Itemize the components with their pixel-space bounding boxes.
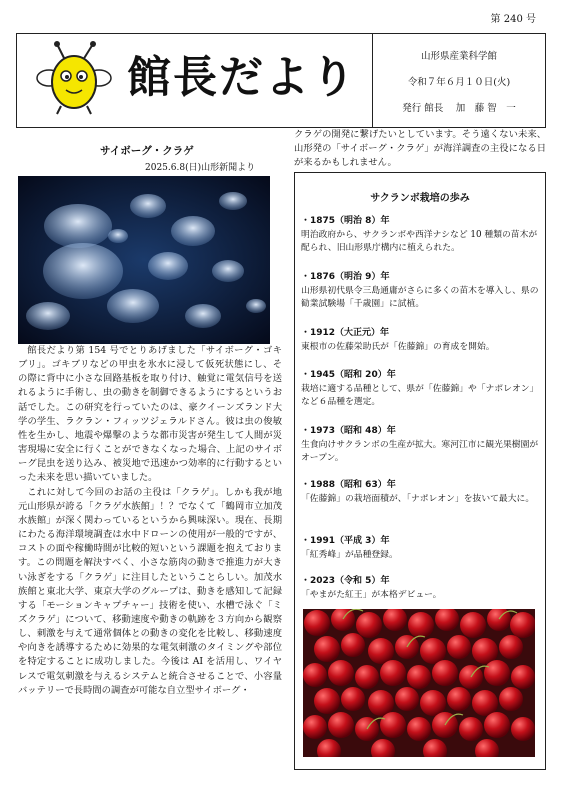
article-body: [18, 344, 282, 698]
article-paragraph: 館長だより第 154 号でとりあげました「サイボーグ・ゴキブリ」。ゴキブリなどの甲虫を氷水に浸して仮死状態にし、その際に背中に小さな回路基板を取り付け、触覚に電気信号を送れるように手術し、虫の動きを制御できるようにするというお話でした。この研究を行っていたのは、豪クイーンズランド大学の学生、ラクラン・フィッツジェラルドさん。彼は虫の俊敏性を生かし、地震や爆撃のような都市災害が発生して人間が災害現場に安全に行くことができなくなった場合、上記のサイボーグ昆虫を送り込み、被災地で迅速かつ効率的に行動するといった未来を思い描いていました。: [18, 345, 282, 484]
cherries-photo: [303, 609, 535, 757]
history-year: ・1991（平成 3）年: [301, 536, 390, 546]
history-text: 「紅秀峰」が品種登録。: [301, 549, 398, 560]
masthead-info: [372, 34, 546, 127]
cherry-history-box: [294, 172, 546, 770]
history-text: 山形県初代県令三島通庸がさらに多くの苗木を導入し、県の勧業試験場「千歳園」に試植。: [301, 285, 539, 309]
history-year: ・1945（昭和 20）年: [301, 370, 396, 380]
history-year: ・1973（昭和 48）年: [301, 426, 396, 436]
history-text: 「佐藤錦」の栽培面積が、「ナポレオン」を抜いて最大に。: [301, 493, 535, 504]
history-entry: [301, 425, 539, 466]
newsletter-title: 館長だより: [127, 52, 357, 103]
history-year: ・2023（令和 5）年: [301, 576, 390, 586]
history-text: 栽培に適する品種として、県が「佐藤錦」や「ナポレオン」など６品種を選定。: [301, 383, 539, 407]
history-year: ・1876（明治 9）年: [301, 272, 390, 282]
history-text: 「やまがた紅王」が本格デビュー。: [301, 589, 442, 600]
article-source: 2025.6.8(日)山形新聞より: [145, 163, 256, 173]
history-entry: [301, 327, 539, 354]
jellyfish-photo: [18, 176, 270, 344]
issue-number: 第 240 号: [490, 14, 536, 25]
history-entry: [301, 215, 539, 256]
article-continuation: クラゲの開発に繋げたいとしています。そう遠くない未来、山形発の「サイボーグ・クラゲ」が海洋調査の主役になる日が来るかもしれません。: [294, 129, 546, 169]
history-entry: [301, 479, 539, 506]
history-text: 東根市の佐藤栄助氏が「佐藤錦」の育成を開始。: [301, 341, 495, 352]
history-year: ・1988（昭和 63）年: [301, 480, 396, 490]
publish-date: 令和７年６月１０日(火): [407, 77, 511, 88]
history-entry: [301, 271, 539, 312]
masthead: [16, 33, 546, 128]
sidebar-title: サクランボ栽培の歩み: [370, 193, 470, 204]
publisher: 発行 館長 加 藤 智 一: [402, 103, 516, 114]
article-title: サイボーグ・クラゲ: [100, 145, 194, 157]
history-text: 生食向けサクランボの生産が拡大。寒河江市に観光果樹園がオープン。: [301, 439, 539, 463]
organization: 山形県産業科学館: [420, 51, 497, 62]
history-entry: [301, 535, 539, 562]
history-year: ・1875（明治 8）年: [301, 216, 390, 226]
masthead-title-area: [17, 34, 373, 127]
history-entry: [301, 575, 539, 602]
history-year: ・1912（大正元）年: [301, 328, 390, 338]
article-paragraph: これに対して今回のお話の主役は「クラゲ」。しかも我が地元山形県が誇る「クラゲ水族館」！？でなくて「鶴岡市立加茂水族館」が深く関わっているというから興味深い。現在、長期にわたる海洋環境調査は水中ドローンの使用が一般的ですが、コストの面や稼働時間が比較的短いという課題を抱えております。この問題を解決すべく、小さな筋肉の動きで推進力が大きい泳ぎをする「クラゲ」に注目したということらしい。加茂水族館と東北大学、東京大学のグループは、動きを感知して記録する「モーションキャプチャー」技術を使い、水槽で泳ぐ「ミズクラゲ」について、移動速度や動きの軌跡を３方向から観察し、刺激を与えて通常個体との動きの変化を比較し、移動速度や向きを誘導するために効果的な電気刺激のタイミングや部位を特定することに成功しました。今後は AI を活用し、ワイヤレスで電気刺激を与えるシステムと統合させることで、小容量バッテリーで長時間の調査が可能な自立型サイボーグ・: [18, 486, 282, 696]
bee-mascot-icon: [35, 40, 113, 120]
history-entry: [301, 369, 539, 410]
history-text: 明治政府から、サクランボや西洋ナシなど 10 種類の苗木が配られ、旧山形県庁構内に植えられた。: [301, 229, 538, 253]
